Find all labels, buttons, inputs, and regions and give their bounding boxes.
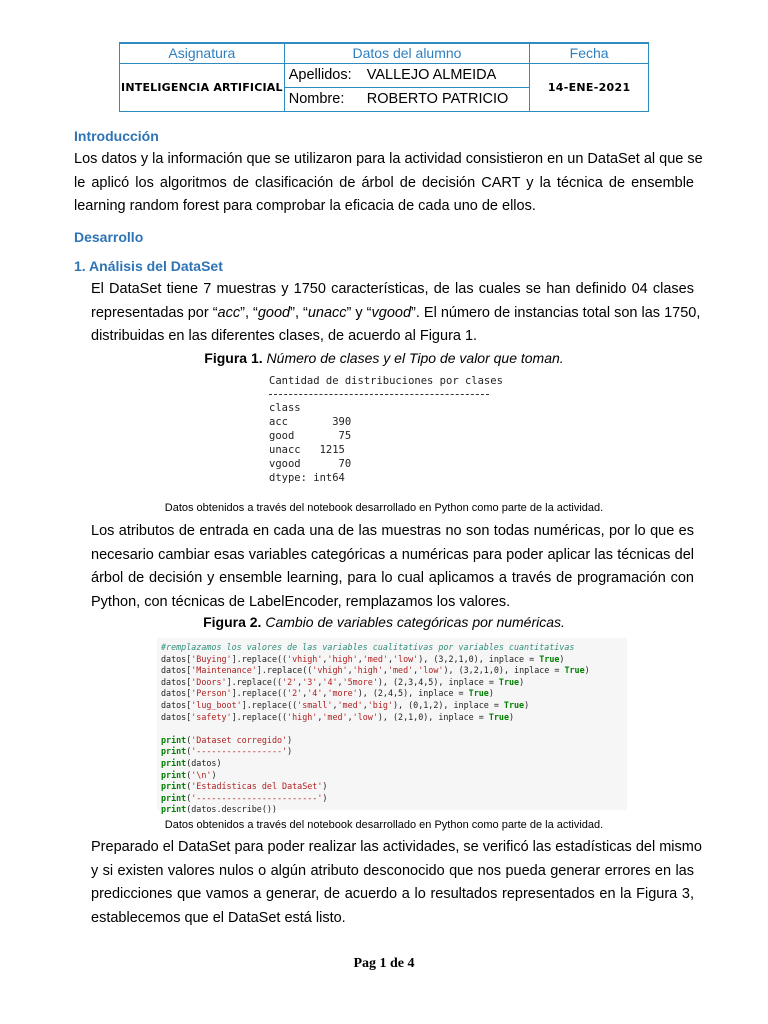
surname-label: Apellidos: <box>288 67 352 83</box>
figure-2-caption: Datos obtenidos a través del notebook desarrollado en Python como parte de la actividad. <box>164 819 604 831</box>
dataset-line: El DataSet tiene 7 muestras y 1750 características, de las cuales se han definido 04 clases <box>91 281 694 297</box>
dataset-line: distribuidas en las diferentes clases, de acuerdo al Figura 1. <box>91 328 478 344</box>
figure-1-label: Figura 1. <box>204 350 263 366</box>
attributes-line: Python, con técnicas de LabelEncoder, remplazamos los valores. <box>91 593 511 610</box>
prepared-paragraph <box>91 836 702 930</box>
surname-value: VALLEJO ALMEIDA <box>366 67 497 83</box>
output-row: dtype: int64 <box>269 472 345 484</box>
output-rule <box>269 394 489 395</box>
subject-cell: INTELIGENCIA ARTIFICIAL <box>120 63 285 111</box>
code-print: print('-----------------') <box>161 746 293 757</box>
output-row: unacc 1215 <box>269 444 345 456</box>
prepared-line: establecemos que el DataSet está listo. <box>91 909 346 926</box>
output-row: good 75 <box>269 430 352 442</box>
figure-2-text: Cambio de variables categóricas por numéricas. <box>265 614 565 630</box>
figure-1-output <box>263 374 529 494</box>
code-line: datos['Doors'].replace(('2','3','4','5more'), (2,3,4,5), inplace = True) <box>161 676 525 687</box>
dataset-paragraph <box>91 278 701 349</box>
figure-2-title <box>0 614 768 630</box>
output-title: Cantidad de distribuciones por clases <box>269 375 503 387</box>
header-col-student: Datos del alumno <box>284 43 529 63</box>
output-row: acc 390 <box>269 416 352 428</box>
intro-heading: Introducción <box>74 128 159 144</box>
code-print: print(datos) <box>161 757 222 768</box>
name-value: ROBERTO PATRICIO <box>366 91 509 107</box>
section-1-heading: 1. Análisis del DataSet <box>74 258 223 274</box>
header-table <box>119 42 649 112</box>
code-print: print(datos.describe()) <box>161 804 277 815</box>
code-line: datos['safety'].replace(('high','med','low'), (2,1,0), inplace = True) <box>161 711 515 722</box>
figure-2-label: Figura 2. <box>203 614 262 630</box>
attributes-line: necesario cambiar esas variables categóricas a numéricas para poder aplicar las técnicas del <box>91 546 694 563</box>
code-print: print('\n') <box>161 769 217 780</box>
prepared-line: y si existen valores nulos o algún atributo desconocido que nos pueda generar errores en las <box>91 862 694 879</box>
dataset-line-classes: representadas por “acc”, “good”, “unacc” y “vgood”. El número de instancias total son las 1750, <box>91 304 701 321</box>
intro-paragraph <box>74 148 703 219</box>
name-label: Nombre: <box>288 91 345 107</box>
code-line: datos['lug_boot'].replace(('small','med','big'), (0,1,2), inplace = True) <box>161 699 530 710</box>
code-print: print('Estadísticas del DataSet') <box>161 781 328 792</box>
code-comment: #remplazamos los valores de las variables cualitativas por variables cuantitativas <box>161 642 575 652</box>
figure-1-title <box>0 350 768 366</box>
output-row: class <box>269 402 301 414</box>
code-line: datos['Person'].replace(('2','4','more'), (2,4,5), inplace = True) <box>161 688 494 699</box>
attributes-line: Los atributos de entrada en cada una de las muestras no son todas numéricas, por lo que es <box>91 523 694 539</box>
intro-line: learning random forest para comprobar la eficacia de cada uno de ellos. <box>74 198 536 214</box>
header-col-subject: Asignatura <box>120 43 285 63</box>
figure-1-caption: Datos obtenidos a través del notebook desarrollado en Python como parte de la actividad. <box>164 502 604 514</box>
page-number: Pag 1 de 4 <box>353 956 415 971</box>
code-line: datos['Buying'].replace(('vhigh','high','med','low'), (3,2,1,0), inplace = True) <box>161 653 565 664</box>
intro-line: le aplicó los algoritmos de clasificación de árbol de decisión CART y la técnica de ensemble <box>74 174 694 191</box>
prepared-line: Preparado el DataSet para poder realizar las actividades, se verificó las estadísticas del mismo <box>91 839 702 855</box>
name-cell <box>284 87 529 111</box>
surname-cell <box>284 63 529 87</box>
development-heading: Desarrollo <box>74 229 144 245</box>
code-print: print('------------------------') <box>161 792 328 803</box>
figure-1-text: Número de clases y el Tipo de valor que toman. <box>266 350 564 366</box>
output-row: vgood 70 <box>269 458 352 470</box>
intro-line: Los datos y la información que se utilizaron para la actividad consistieron en un DataSet al que se <box>74 151 703 167</box>
code-line: datos['Maintenance'].replace(('vhigh','high','med','low'), (3,2,1,0), inplace = True) <box>161 665 590 676</box>
header-col-date: Fecha <box>530 43 649 63</box>
code-print: print('Dataset corregido') <box>161 734 293 745</box>
attributes-line: árbol de decisión y ensemble learning, para lo cual aplicamos a través de programación con <box>91 570 694 586</box>
date-cell: 14-ENE-2021 <box>530 63 649 111</box>
attributes-paragraph <box>91 520 694 614</box>
figure-2-code <box>157 638 627 815</box>
prepared-line: predicciones que vamos a generar, de acuerdo a lo resultados representados en la Figura 3, <box>91 886 694 902</box>
